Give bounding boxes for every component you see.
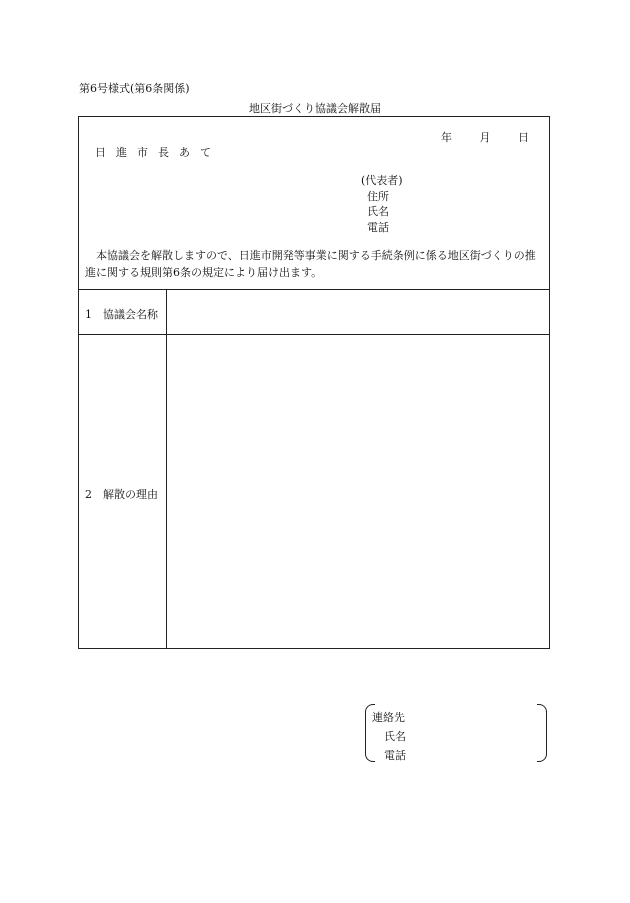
date-month: 月 (479, 131, 491, 144)
divider-top (79, 289, 549, 290)
contact-heading: 連絡先 (372, 711, 405, 724)
representative-block (361, 173, 441, 235)
date-line (417, 129, 529, 145)
divider-middle (79, 334, 549, 335)
representative-heading: (代表者) (361, 174, 403, 187)
addressee: 日進市長あて (95, 146, 221, 159)
contact-phone-label: 電話 (384, 749, 406, 762)
form-title: 地区街づくり協議会解散届 (249, 102, 381, 115)
association-name-label: 1 協議会名称 (85, 308, 158, 321)
dissolution-reason-field[interactable] (173, 339, 545, 645)
contact-lines (372, 708, 406, 765)
date-day: 日 (518, 131, 529, 144)
declaration-text: 本協議会を解散しますので、日進市開発等事業に関する手続条例に係る地区街づくりの推進に関する規則第6条の規定により届け出ます。 (85, 249, 536, 279)
representative-address-label: 住所 (367, 189, 389, 203)
association-name-field[interactable] (173, 293, 545, 331)
date-year: 年 (441, 131, 452, 144)
form-frame (78, 116, 550, 649)
dissolution-reason-label: 2 解散の理由 (85, 488, 158, 501)
contact-block (365, 704, 547, 762)
representative-phone-label: 電話 (367, 220, 389, 234)
column-divider (166, 289, 167, 648)
representative-name-label: 氏名 (367, 205, 389, 218)
form-number: 第6号様式(第6条関係) (79, 82, 190, 95)
bracket-right (537, 704, 547, 762)
contact-name-label: 氏名 (384, 730, 406, 743)
